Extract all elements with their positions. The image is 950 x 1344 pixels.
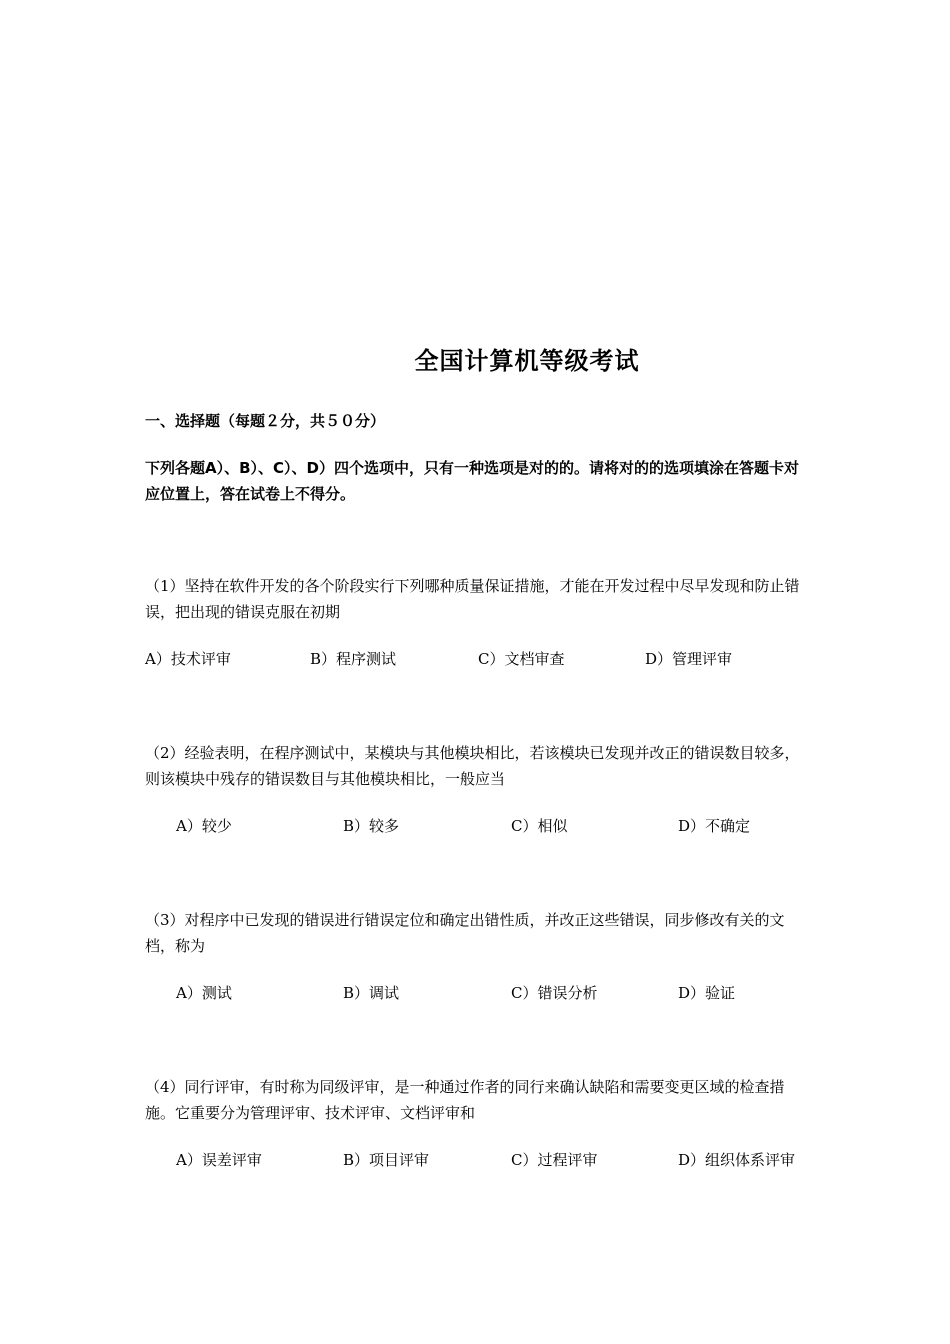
answer-options <box>145 814 813 838</box>
option-d: D）管理评审 <box>645 650 733 668</box>
option-d: D）组织体系评审 <box>678 1151 796 1169</box>
question-stem: （4）同行评审，有时称为同级评审，是一种通过作者的同行来确认缺陷和需要变更区域的检查措施。它重要分为管理评审、技术评审、文档评审和 <box>145 1078 785 1122</box>
section-heading: 一、选择题（每题２分，共５０分） <box>145 412 386 430</box>
option-b: B）调试 <box>343 984 400 1002</box>
question-1 <box>145 573 813 671</box>
exam-title: 全国计算机等级考试 <box>414 347 640 375</box>
option-c: C）过程评审 <box>511 1151 598 1169</box>
option-a: A）误差评审 <box>176 1151 262 1169</box>
question-2 <box>145 740 813 838</box>
question-3 <box>145 907 813 1005</box>
question-stem: （1）坚持在软件开发的各个阶段实行下列哪种质量保证措施，才能在开发过程中尽早发现和防止错误，把出现的错误克服在初期 <box>145 577 800 621</box>
option-c: C）相似 <box>511 817 568 835</box>
instructions-text: 下列各题A）、B）、C）、D）四个选项中，只有一种选项是对的的。请将对的的选项填涂在答题卡对应位置上，答在试卷上不得分。 <box>145 459 800 503</box>
option-b: B）程序测试 <box>310 650 397 668</box>
answer-options <box>145 981 813 1005</box>
option-d: D）验证 <box>678 984 736 1002</box>
option-d: D）不确定 <box>678 817 751 835</box>
question-4 <box>145 1074 813 1172</box>
question-stem: （2）经验表明，在程序测试中，某模块与其他模块相比，若该模块已发现并改正的错误数目较多，则该模块中残存的错误数目与其他模块相比，一般应当 <box>145 744 800 788</box>
option-c: C）错误分析 <box>511 984 598 1002</box>
answer-options <box>145 1148 813 1172</box>
option-c: C）文档审查 <box>478 650 565 668</box>
option-b: B）较多 <box>343 817 400 835</box>
option-a: A）技术评审 <box>145 650 231 668</box>
question-stem: （3）对程序中已发现的错误进行错误定位和确定出错性质，并改正这些错误，同步修改有关的文档，称为 <box>145 911 785 955</box>
option-b: B）项目评审 <box>343 1151 430 1169</box>
option-a: A）测试 <box>176 984 232 1002</box>
option-a: A）较少 <box>176 817 232 835</box>
answer-options <box>145 647 813 671</box>
